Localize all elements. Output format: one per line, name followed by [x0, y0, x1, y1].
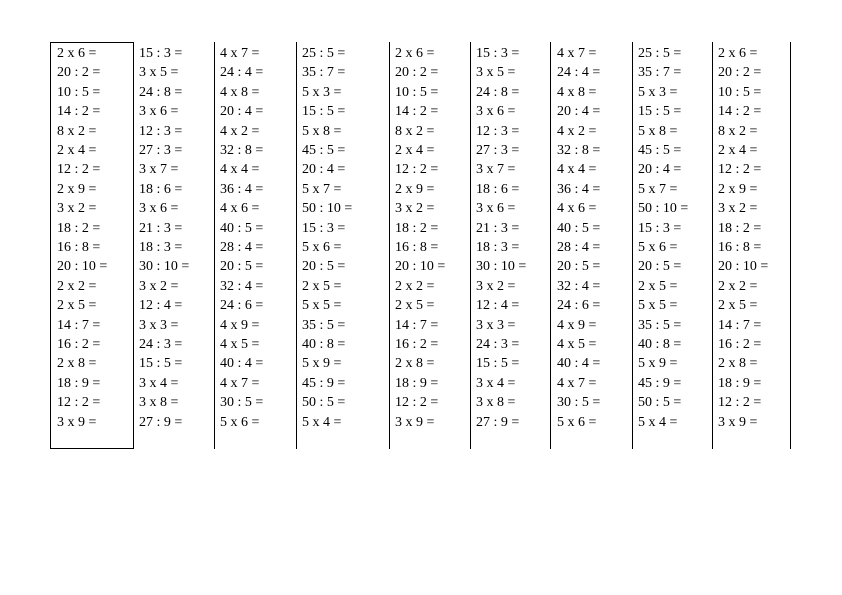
exercise-item: 12 : 3 =	[139, 123, 183, 139]
exercise-item: 15 : 3 =	[139, 46, 183, 61]
exercise-item: 18 : 9 =	[57, 375, 101, 391]
exercise-item: 16 : 8 =	[718, 240, 762, 255]
exercise-item: 3 x 3 =	[476, 317, 516, 333]
exercise-item: 50 : 5 =	[302, 395, 346, 411]
exercise-item: 4 x 5 =	[557, 337, 597, 352]
exercise-item: 27 : 3 =	[476, 143, 520, 158]
exercise-item: 12 : 2 =	[395, 162, 439, 178]
exercise-item: 15 : 3 =	[638, 220, 682, 236]
exercise-item: 5 x 8 =	[302, 123, 342, 139]
exercise-item: 24 : 4 =	[220, 65, 264, 81]
exercise-item: 3 x 7 =	[139, 162, 179, 178]
exercise-item: 5 x 6 =	[302, 240, 342, 255]
exercise-item: 28 : 4 =	[557, 240, 601, 255]
exercise-item: 3 x 6 =	[139, 201, 179, 217]
exercise-item: 8 x 2 =	[57, 123, 97, 139]
exercise-item: 12 : 2 =	[57, 162, 101, 178]
column-divider	[389, 42, 390, 449]
exercise-item: 24 : 8 =	[139, 84, 183, 100]
exercise-item: 8 x 2 =	[395, 123, 435, 139]
exercise-item: 16 : 2 =	[718, 337, 762, 352]
exercise-item: 15 : 5 =	[302, 104, 346, 120]
exercise-item: 30 : 5 =	[557, 395, 601, 411]
exercise-item: 5 x 4 =	[638, 414, 678, 430]
exercise-item: 4 x 7 =	[220, 46, 260, 61]
exercise-item: 36 : 4 =	[220, 181, 264, 197]
exercise-item: 2 x 5 =	[638, 278, 678, 294]
exercise-item: 5 x 4 =	[302, 414, 342, 430]
exercise-item: 40 : 8 =	[302, 337, 346, 352]
exercise-item: 20 : 4 =	[220, 104, 264, 120]
exercise-item: 20 : 2 =	[718, 65, 762, 81]
exercise-item: 3 x 2 =	[476, 278, 516, 294]
exercise-item: 14 : 7 =	[57, 317, 101, 333]
exercise-item: 15 : 5 =	[139, 356, 183, 372]
exercise-item: 5 x 6 =	[638, 240, 678, 255]
exercise-item: 5 x 6 =	[557, 414, 597, 430]
exercise-item: 15 : 5 =	[638, 104, 682, 120]
exercise-item: 20 : 2 =	[395, 65, 439, 81]
exercise-item: 45 : 5 =	[638, 143, 682, 158]
exercise-item: 2 x 6 =	[57, 46, 97, 61]
exercise-item: 24 : 8 =	[476, 84, 520, 100]
exercise-item: 32 : 4 =	[557, 278, 601, 294]
exercise-item: 3 x 9 =	[718, 414, 758, 430]
exercise-item: 30 : 5 =	[220, 395, 264, 411]
exercise-item: 12 : 2 =	[57, 395, 101, 411]
exercise-item: 12 : 4 =	[476, 298, 520, 314]
exercise-item: 12 : 3 =	[476, 123, 520, 139]
exercise-item: 24 : 3 =	[476, 337, 520, 352]
column-divider	[214, 42, 215, 449]
exercise-item: 18 : 9 =	[395, 375, 439, 391]
exercise-item: 4 x 7 =	[220, 375, 260, 391]
exercise-item: 20 : 4 =	[638, 162, 682, 178]
exercise-item: 16 : 2 =	[395, 337, 439, 352]
exercise-item: 4 x 4 =	[220, 162, 260, 178]
exercise-item: 16 : 8 =	[395, 240, 439, 255]
exercise-item: 14 : 2 =	[718, 104, 762, 120]
exercise-item: 35 : 5 =	[638, 317, 682, 333]
exercise-item: 2 x 8 =	[718, 356, 758, 372]
exercise-item: 4 x 7 =	[557, 46, 597, 61]
exercise-item: 25 : 5 =	[302, 46, 346, 61]
exercise-item: 5 x 8 =	[638, 123, 678, 139]
exercise-item: 35 : 7 =	[638, 65, 682, 81]
exercise-item: 40 : 5 =	[220, 220, 264, 236]
exercise-item: 3 x 2 =	[57, 201, 97, 217]
exercise-item: 14 : 7 =	[718, 317, 762, 333]
exercise-item: 20 : 5 =	[557, 259, 601, 275]
exercise-item: 5 x 7 =	[302, 181, 342, 197]
column-divider	[296, 42, 297, 449]
exercise-item: 20 : 2 =	[57, 65, 101, 81]
exercise-item: 3 x 5 =	[476, 65, 516, 81]
exercise-item: 18 : 2 =	[57, 220, 101, 236]
exercise-item: 24 : 6 =	[220, 298, 264, 314]
exercise-item: 18 : 6 =	[139, 181, 183, 197]
exercise-item: 10 : 5 =	[718, 84, 762, 100]
exercise-item: 32 : 8 =	[557, 143, 601, 158]
exercise-item: 40 : 4 =	[220, 356, 264, 372]
exercise-item: 2 x 2 =	[57, 278, 97, 294]
exercise-item: 45 : 9 =	[638, 375, 682, 391]
exercise-item: 4 x 8 =	[557, 84, 597, 100]
exercise-item: 4 x 2 =	[220, 123, 260, 139]
exercise-item: 14 : 2 =	[395, 104, 439, 120]
exercise-item: 3 x 3 =	[139, 317, 179, 333]
exercise-item: 4 x 4 =	[557, 162, 597, 178]
exercise-item: 4 x 7 =	[557, 375, 597, 391]
exercise-item: 28 : 4 =	[220, 240, 264, 255]
exercise-item: 3 x 8 =	[476, 395, 516, 411]
exercise-item: 21 : 3 =	[476, 220, 520, 236]
column-divider	[470, 42, 471, 449]
exercise-item: 4 x 8 =	[220, 84, 260, 100]
exercise-item: 2 x 5 =	[57, 298, 97, 314]
exercise-item: 24 : 6 =	[557, 298, 601, 314]
exercise-item: 12 : 2 =	[718, 162, 762, 178]
exercise-item: 24 : 3 =	[139, 337, 183, 352]
exercise-item: 32 : 8 =	[220, 143, 264, 158]
exercise-item: 24 : 4 =	[557, 65, 601, 81]
exercise-item: 2 x 2 =	[395, 278, 435, 294]
column-divider	[550, 42, 551, 449]
exercise-item: 3 x 4 =	[139, 375, 179, 391]
exercise-item: 20 : 5 =	[220, 259, 264, 275]
exercise-item: 20 : 10 =	[395, 259, 446, 275]
exercise-item: 18 : 3 =	[139, 240, 183, 255]
exercise-item: 35 : 5 =	[302, 317, 346, 333]
exercise-item: 3 x 9 =	[57, 414, 97, 430]
exercise-item: 2 x 6 =	[395, 46, 435, 61]
exercise-item: 2 x 4 =	[57, 143, 97, 158]
exercise-item: 14 : 2 =	[57, 104, 101, 120]
exercise-item: 10 : 5 =	[57, 84, 101, 100]
exercise-item: 20 : 10 =	[718, 259, 769, 275]
exercise-item: 16 : 8 =	[57, 240, 101, 255]
exercise-item: 18 : 6 =	[476, 181, 520, 197]
exercise-item: 3 x 5 =	[139, 65, 179, 81]
exercise-item: 8 x 2 =	[718, 123, 758, 139]
exercise-item: 18 : 2 =	[718, 220, 762, 236]
exercise-item: 27 : 3 =	[139, 143, 183, 158]
exercise-item: 20 : 4 =	[557, 104, 601, 120]
exercise-item: 36 : 4 =	[557, 181, 601, 197]
exercise-item: 21 : 3 =	[139, 220, 183, 236]
exercise-item: 12 : 2 =	[718, 395, 762, 411]
bottom-border-line	[50, 448, 134, 449]
exercise-item: 40 : 8 =	[638, 337, 682, 352]
exercise-item: 3 x 2 =	[395, 201, 435, 217]
exercise-item: 3 x 7 =	[476, 162, 516, 178]
exercise-item: 50 : 10 =	[638, 201, 689, 217]
column-divider	[632, 42, 633, 449]
exercise-item: 30 : 10 =	[139, 259, 190, 275]
exercise-item: 2 x 9 =	[57, 181, 97, 197]
exercise-item: 20 : 10 =	[57, 259, 108, 275]
exercise-item: 20 : 5 =	[302, 259, 346, 275]
column-divider	[712, 42, 713, 449]
exercise-item: 10 : 5 =	[395, 84, 439, 100]
exercise-item: 5 x 5 =	[302, 298, 342, 314]
exercise-item: 5 x 7 =	[638, 181, 678, 197]
exercise-item: 4 x 6 =	[220, 201, 260, 217]
exercise-item: 3 x 6 =	[139, 104, 179, 120]
exercise-item: 27 : 9 =	[139, 414, 183, 430]
exercise-item: 35 : 7 =	[302, 65, 346, 81]
exercise-item: 3 x 2 =	[718, 201, 758, 217]
exercise-item: 2 x 8 =	[395, 356, 435, 372]
exercise-item: 5 x 3 =	[302, 84, 342, 100]
exercise-item: 2 x 8 =	[57, 356, 97, 372]
exercise-item: 18 : 2 =	[395, 220, 439, 236]
exercise-item: 45 : 5 =	[302, 143, 346, 158]
exercise-item: 2 x 5 =	[302, 278, 342, 294]
exercise-item: 50 : 10 =	[302, 201, 353, 217]
exercise-item: 2 x 5 =	[395, 298, 435, 314]
exercise-item: 4 x 9 =	[220, 317, 260, 333]
exercise-item: 5 x 9 =	[638, 356, 678, 372]
exercise-item: 40 : 5 =	[557, 220, 601, 236]
exercise-item: 20 : 5 =	[638, 259, 682, 275]
exercise-item: 25 : 5 =	[638, 46, 682, 61]
exercise-item: 15 : 5 =	[476, 356, 520, 372]
exercise-item: 12 : 4 =	[139, 298, 183, 314]
exercise-item: 15 : 3 =	[476, 46, 520, 61]
exercise-item: 40 : 4 =	[557, 356, 601, 372]
column-divider	[790, 42, 791, 449]
exercise-item: 3 x 8 =	[139, 395, 179, 411]
top-border-line	[50, 42, 134, 43]
exercise-item: 27 : 9 =	[476, 414, 520, 430]
exercise-item: 2 x 9 =	[395, 181, 435, 197]
exercise-item: 16 : 2 =	[57, 337, 101, 352]
exercise-item: 12 : 2 =	[395, 395, 439, 411]
column-divider	[133, 42, 134, 449]
exercise-item: 4 x 5 =	[220, 337, 260, 352]
exercise-item: 5 x 6 =	[220, 414, 260, 430]
exercise-item: 2 x 9 =	[718, 181, 758, 197]
column-divider	[50, 42, 51, 449]
exercise-item: 3 x 6 =	[476, 104, 516, 120]
exercise-item: 5 x 9 =	[302, 356, 342, 372]
exercise-item: 2 x 2 =	[718, 278, 758, 294]
exercise-item: 3 x 9 =	[395, 414, 435, 430]
exercise-item: 18 : 3 =	[476, 240, 520, 255]
exercise-item: 3 x 2 =	[139, 278, 179, 294]
exercise-item: 15 : 3 =	[302, 220, 346, 236]
exercise-item: 30 : 10 =	[476, 259, 527, 275]
exercise-item: 32 : 4 =	[220, 278, 264, 294]
exercise-item: 2 x 4 =	[395, 143, 435, 158]
exercise-item: 14 : 7 =	[395, 317, 439, 333]
exercise-item: 18 : 9 =	[718, 375, 762, 391]
exercise-item: 4 x 6 =	[557, 201, 597, 217]
exercise-item: 3 x 4 =	[476, 375, 516, 391]
exercise-item: 45 : 9 =	[302, 375, 346, 391]
exercise-item: 5 x 5 =	[638, 298, 678, 314]
exercise-item: 50 : 5 =	[638, 395, 682, 411]
exercise-item: 4 x 9 =	[557, 317, 597, 333]
exercise-item: 2 x 5 =	[718, 298, 758, 314]
exercise-item: 3 x 6 =	[476, 201, 516, 217]
exercise-item: 4 x 2 =	[557, 123, 597, 139]
exercise-item: 2 x 4 =	[718, 143, 758, 158]
exercise-item: 2 x 6 =	[718, 46, 758, 61]
exercise-item: 5 x 3 =	[638, 84, 678, 100]
exercise-item: 20 : 4 =	[302, 162, 346, 178]
